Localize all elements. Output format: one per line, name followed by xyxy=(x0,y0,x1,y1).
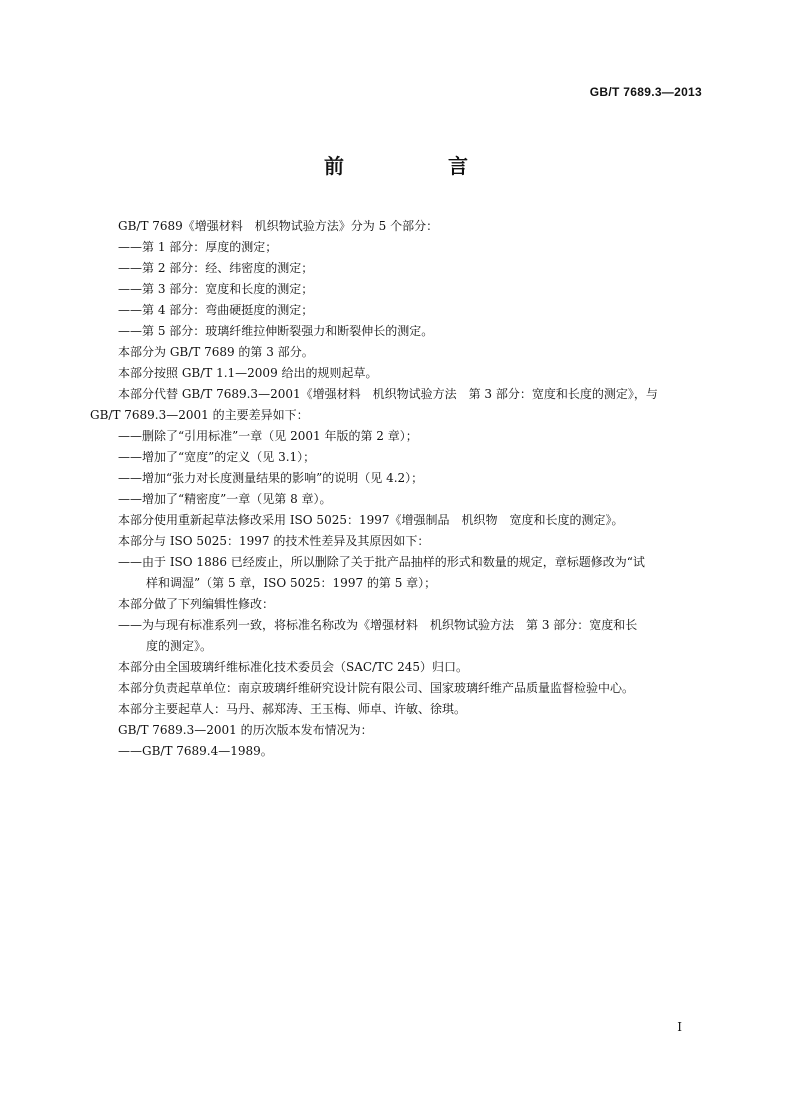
paragraph-drafting-units: 本部分负责起草单位：南京玻璃纤维研究设计院有限公司、国家玻璃纤维产品质量监督检验中心。 xyxy=(118,681,635,695)
list-item-change-2: ——增加了“宽度”的定义（见 3.1）； xyxy=(118,450,316,464)
paragraph-history: GB/T 7689.3—2001 的历次版本发布情况为： xyxy=(118,723,373,737)
paragraph-committee: 本部分由全国玻璃纤维标准化技术委员会（SAC/TC 245）归口。 xyxy=(118,660,469,674)
list-item-editorial xyxy=(90,615,702,657)
list-item-part-2: ——第 2 部分：经、纬密度的测定； xyxy=(118,261,314,275)
paragraph-editorial: 本部分做了下列编辑性修改： xyxy=(118,597,275,611)
list-item-part-1: ——第 1 部分：厚度的测定； xyxy=(118,240,278,254)
paragraph-technical-differences: 本部分与 ISO 5025：1997 的技术性差异及其原因如下： xyxy=(118,534,430,548)
page-number: I xyxy=(677,1020,682,1034)
paragraph-replaces-cont: GB/T 7689.3—2001 的主要差异如下： xyxy=(90,408,309,422)
foreword-body xyxy=(90,216,702,762)
paragraph-iso-adoption: 本部分使用重新起草法修改采用 ISO 5025：1997《增强制品 机织物 宽度和长度的测定》。 xyxy=(118,513,624,527)
list-item-part-4: ——第 4 部分：弯曲硬挺度的测定； xyxy=(118,303,314,317)
paragraph-parts-intro: GB/T 7689《增强材料 机织物试验方法》分为 5 个部分： xyxy=(118,219,439,233)
list-item-part-3: ——第 3 部分：宽度和长度的测定； xyxy=(118,282,314,296)
list-item-tech-diff-line2: 样和调湿”（第 5 章，ISO 5025：1997 的第 5 章）； xyxy=(146,576,437,590)
list-item-change-1: ——删除了“引用标准”一章（见 2001 年版的第 2 章）； xyxy=(118,429,418,443)
list-item-part-5: ——第 5 部分：玻璃纤维拉伸断裂强力和断裂伸长的测定。 xyxy=(118,324,434,338)
paragraph-drafters: 本部分主要起草人：马丹、郝郑涛、王玉梅、师卓、许敏、徐琪。 xyxy=(118,702,467,716)
list-item-change-3: ——增加“张力对长度测量结果的影响”的说明（见 4.2）； xyxy=(118,471,424,485)
list-item-history: ——GB/T 7689.4—1989。 xyxy=(118,744,273,758)
list-item-editorial-line2: 度的测定》。 xyxy=(146,639,213,653)
list-item-tech-diff xyxy=(90,552,702,594)
page-title: 前 言 xyxy=(324,154,510,178)
list-item-editorial-line1: ——为与现有标准系列一致，将标准名称改为《增强材料 机织物试验方法 第 3 部分：宽度和长 xyxy=(118,618,638,632)
list-item-tech-diff-line1: ——由于 ISO 1886 已经废止，所以删除了关于批产品抽样的形式和数量的规定，章标题修改为“试 xyxy=(118,555,645,569)
standard-number: GB/T 7689.3—2013 xyxy=(589,85,702,99)
paragraph-this-part: 本部分为 GB/T 7689 的第 3 部分。 xyxy=(118,345,314,359)
paragraph-drafting-rules: 本部分按照 GB/T 1.1—2009 给出的规则起草。 xyxy=(118,366,378,380)
list-item-change-4: ——增加了“精密度”一章（见第 8 章）。 xyxy=(118,492,332,506)
paragraph-replaces: 本部分代替 GB/T 7689.3—2001《增强材料 机织物试验方法 第 3 部分：宽度和长度的测定》，与 xyxy=(118,387,658,401)
